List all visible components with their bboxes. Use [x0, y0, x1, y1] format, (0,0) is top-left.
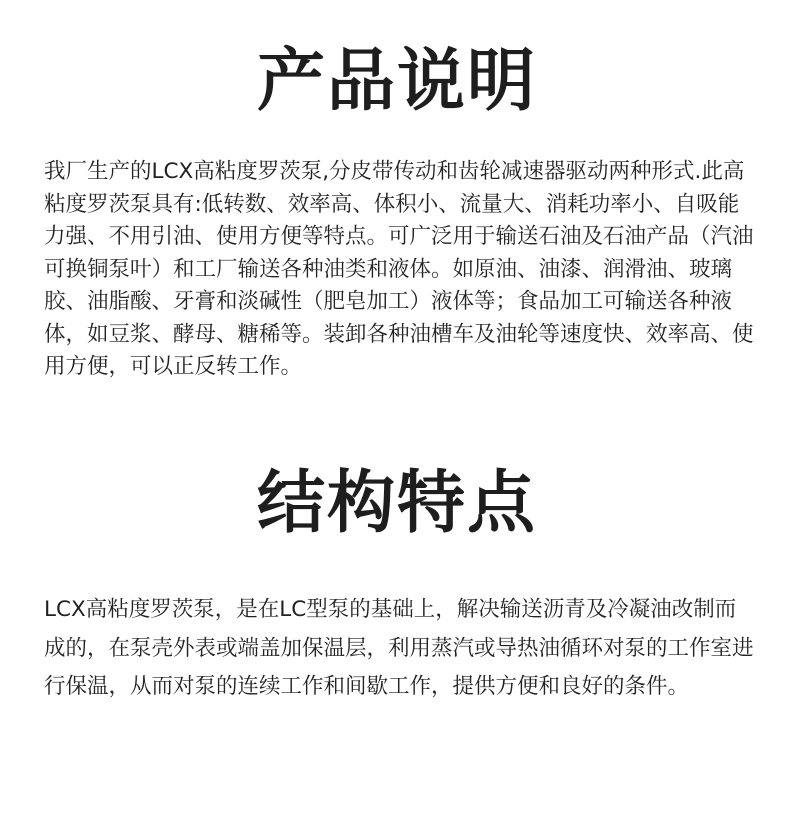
- section-title-structural-features: 结构特点: [256, 464, 537, 543]
- section-title-product-description: 产品说明: [256, 42, 537, 121]
- product-description-paragraph: 我厂生产的LCX高粘度罗茨泵,分皮带传动和齿轮减速器驱动两种形式.此高粘度罗茨泵具有:低转数、效率高、体积小、流量大、消耗功率小、自吸能力强、不用引油、使用方便等特点。可广泛用于输送石油及石油产品（汽油可换铜泵叶）和工厂输送各种油类和液体。如原油、油漆、润滑油、玻璃胶、油脂酸、牙膏和淡碱性（肥皂加工）液体等；食品加工可输送各种液体，如豆浆、酵母、糖稀等。装卸各种油槽车及油轮等速度快、效率高、使用方便，可以正反转工作。: [44, 159, 754, 379]
- structural-features-paragraph: LCX高粘度罗茨泵，是在LC型泵的基础上，解决输送沥青及冷凝油改制而成的，在泵壳外表或端盖加保温层，利用蒸汽或导热油循环对泵的工作室进行保温，从而对泵的连续工作和间歇工作，提供方便和良好的条件。: [44, 597, 754, 699]
